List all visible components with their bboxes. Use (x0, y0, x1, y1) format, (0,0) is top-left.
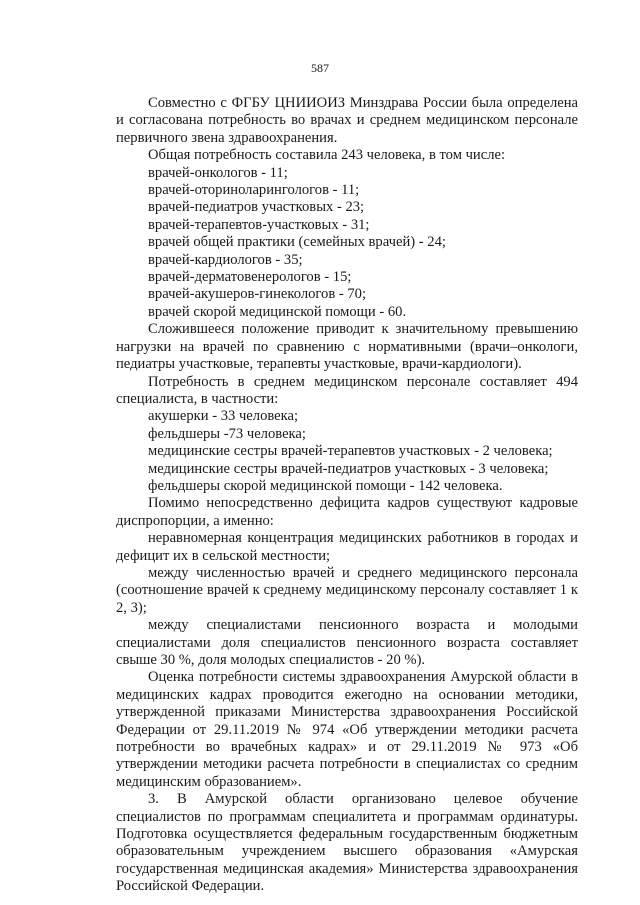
list-item: врачей общей практики (семейных врачей) - 24; (148, 234, 446, 251)
list-item: врачей-дерматовенерологов - 15; (148, 269, 352, 286)
document-body (116, 95, 578, 896)
doctors-need-list (116, 165, 578, 322)
list-item: врачей-оториноларингологов - 11; (148, 182, 360, 199)
nurses-need-list (116, 408, 578, 495)
paragraph-total-doctors-need: Общая потребность составила 243 человека, в том числе: (148, 147, 506, 164)
paragraph-targeted-training: 3. В Амурской области организовано целевое обучение специалистов по программам специалитета и программам ординатуры. Подготовка осуществляется федеральным государственным бюджетным образовательным учреждением высшего образования «Амурская государственная медицинская академия» Министерства здравоохранения Российской Федерации. (116, 791, 578, 895)
paragraph-workload: Сложившееся положение приводит к значительному превышению нагрузки на врачей по сравнению с нормативными (врачи–онкологи, педиатры участковые, терапевты участковые, врачи-кардиологи). (116, 321, 578, 373)
list-item: врачей-терапевтов-участковых - 31; (148, 216, 370, 233)
paragraph-nurses-need: Потребность в среднем медицинском персонале составляет 494 специалиста, в частности: (116, 373, 578, 407)
list-item: фельдшеры -73 человека; (148, 425, 306, 442)
page-number: 587 (311, 61, 329, 75)
list-item: врачей-онкологов - 11; (148, 164, 288, 181)
paragraph-urban-rural: неравномерная концентрация медицинских работников в городах и дефицит их в сельской местности; (116, 530, 578, 564)
list-item: фельдшеры скорой медицинской помощи - 142 человека. (148, 477, 503, 494)
paragraph-needs-assessment: Оценка потребности системы здравоохранения Амурской области в медицинских кадрах проводится ежегодно на основании методики, утвержденной приказами Министерства здравоохранения Российской Федерации от 29.11.2019 № 974 «Об утверждении методики расчета потребности во врачебных кадрах» и от 29.11.2019 № 973 «Об утверждении методики расчета потребности в специалистах со средним медицинским образованием». (116, 669, 578, 790)
list-item: врачей-акушеров-гинекологов - 70; (148, 286, 367, 303)
list-item: медицинские сестры врачей-терапевтов участковых - 2 человека; (148, 443, 553, 460)
paragraph-age-structure: между специалистами пенсионного возраста и молодыми специалистами доля специалистов пенсионного возраста составляет свыше 30 %, доля молодых специалистов - 20 %). (116, 617, 578, 668)
list-item: врачей-кардиологов - 35; (148, 251, 303, 268)
list-item: акушерки - 33 человека; (148, 408, 299, 425)
paragraph-disproportions: Помимо непосредственно дефицита кадров существуют кадровые диспропорции, а именно: (116, 495, 578, 529)
list-item: врачей скорой медицинской помощи - 60. (148, 303, 407, 320)
paragraph-doctor-nurse-ratio: между численностью врачей и среднего медицинского персонала (соотношение врачей к среднему медицинскому персоналу составляет 1 к 2, 3); (116, 564, 578, 616)
list-item: врачей-педиатров участковых - 23; (148, 199, 365, 216)
list-item: медицинские сестры врачей-педиатров участковых - 3 человека; (148, 460, 549, 477)
paragraph-needs-agreement: Совместно с ФГБУ ЦНИИОИЗ Минздрава России была определена и согласована потребность во врачах и среднем медицинском персонале первичного звена здравоохранения. (116, 95, 578, 146)
